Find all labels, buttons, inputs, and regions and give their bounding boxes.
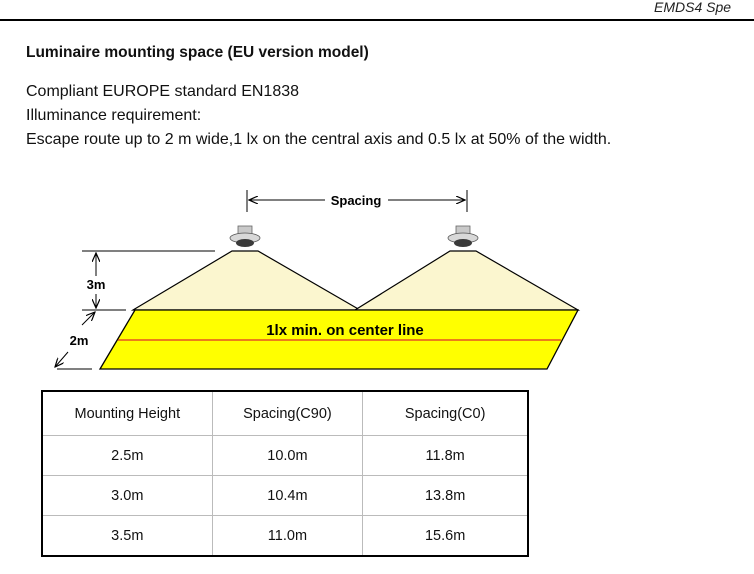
luminaire-icon-right: [448, 226, 478, 247]
document-header-title: EMDS4 Spe: [654, 0, 732, 15]
cell-spacing-c0: 11.8m: [363, 436, 528, 476]
light-beam-right: [355, 251, 578, 310]
spacing-label: Spacing: [330, 193, 382, 208]
section-heading: Luminaire mounting space (EU version model): [26, 44, 369, 61]
cell-spacing-c0: 15.6m: [363, 516, 528, 557]
height-label: 3m: [86, 277, 106, 292]
escape-route-line: Escape route up to 2 m wide,1 lx on the central axis and 0.5 lx at 50% of the width.: [26, 131, 612, 148]
floor-label: 1lx min. on center line: [266, 322, 424, 339]
header-spacing-c0: Spacing(C0): [363, 391, 528, 436]
cell-spacing-c0: 13.8m: [363, 476, 528, 516]
cell-spacing-c90: 11.0m: [212, 516, 363, 557]
table-row: [42, 436, 528, 476]
requirement-line: Illuminance requirement:: [26, 107, 202, 124]
luminaire-icon-left: [230, 226, 260, 247]
table-row: [42, 516, 528, 557]
width-arrow-down: [55, 352, 68, 367]
cell-mounting-height: 3.0m: [42, 476, 212, 516]
header-mounting-height: Mounting Height: [42, 391, 212, 436]
cell-mounting-height: 2.5m: [42, 436, 212, 476]
width-arrow-up: [82, 312, 95, 325]
width-label: 2m: [69, 333, 89, 348]
table-header-row: [42, 391, 528, 436]
mounting-spacing-table: [41, 390, 529, 557]
cell-spacing-c90: 10.4m: [212, 476, 363, 516]
standard-line: Compliant EUROPE standard EN1838: [26, 83, 300, 100]
table-row: [42, 476, 528, 516]
cell-mounting-height: 3.5m: [42, 516, 212, 557]
light-beam-left: [133, 251, 360, 310]
cell-spacing-c90: 10.0m: [212, 436, 363, 476]
header-spacing-c90: Spacing(C90): [212, 391, 363, 436]
